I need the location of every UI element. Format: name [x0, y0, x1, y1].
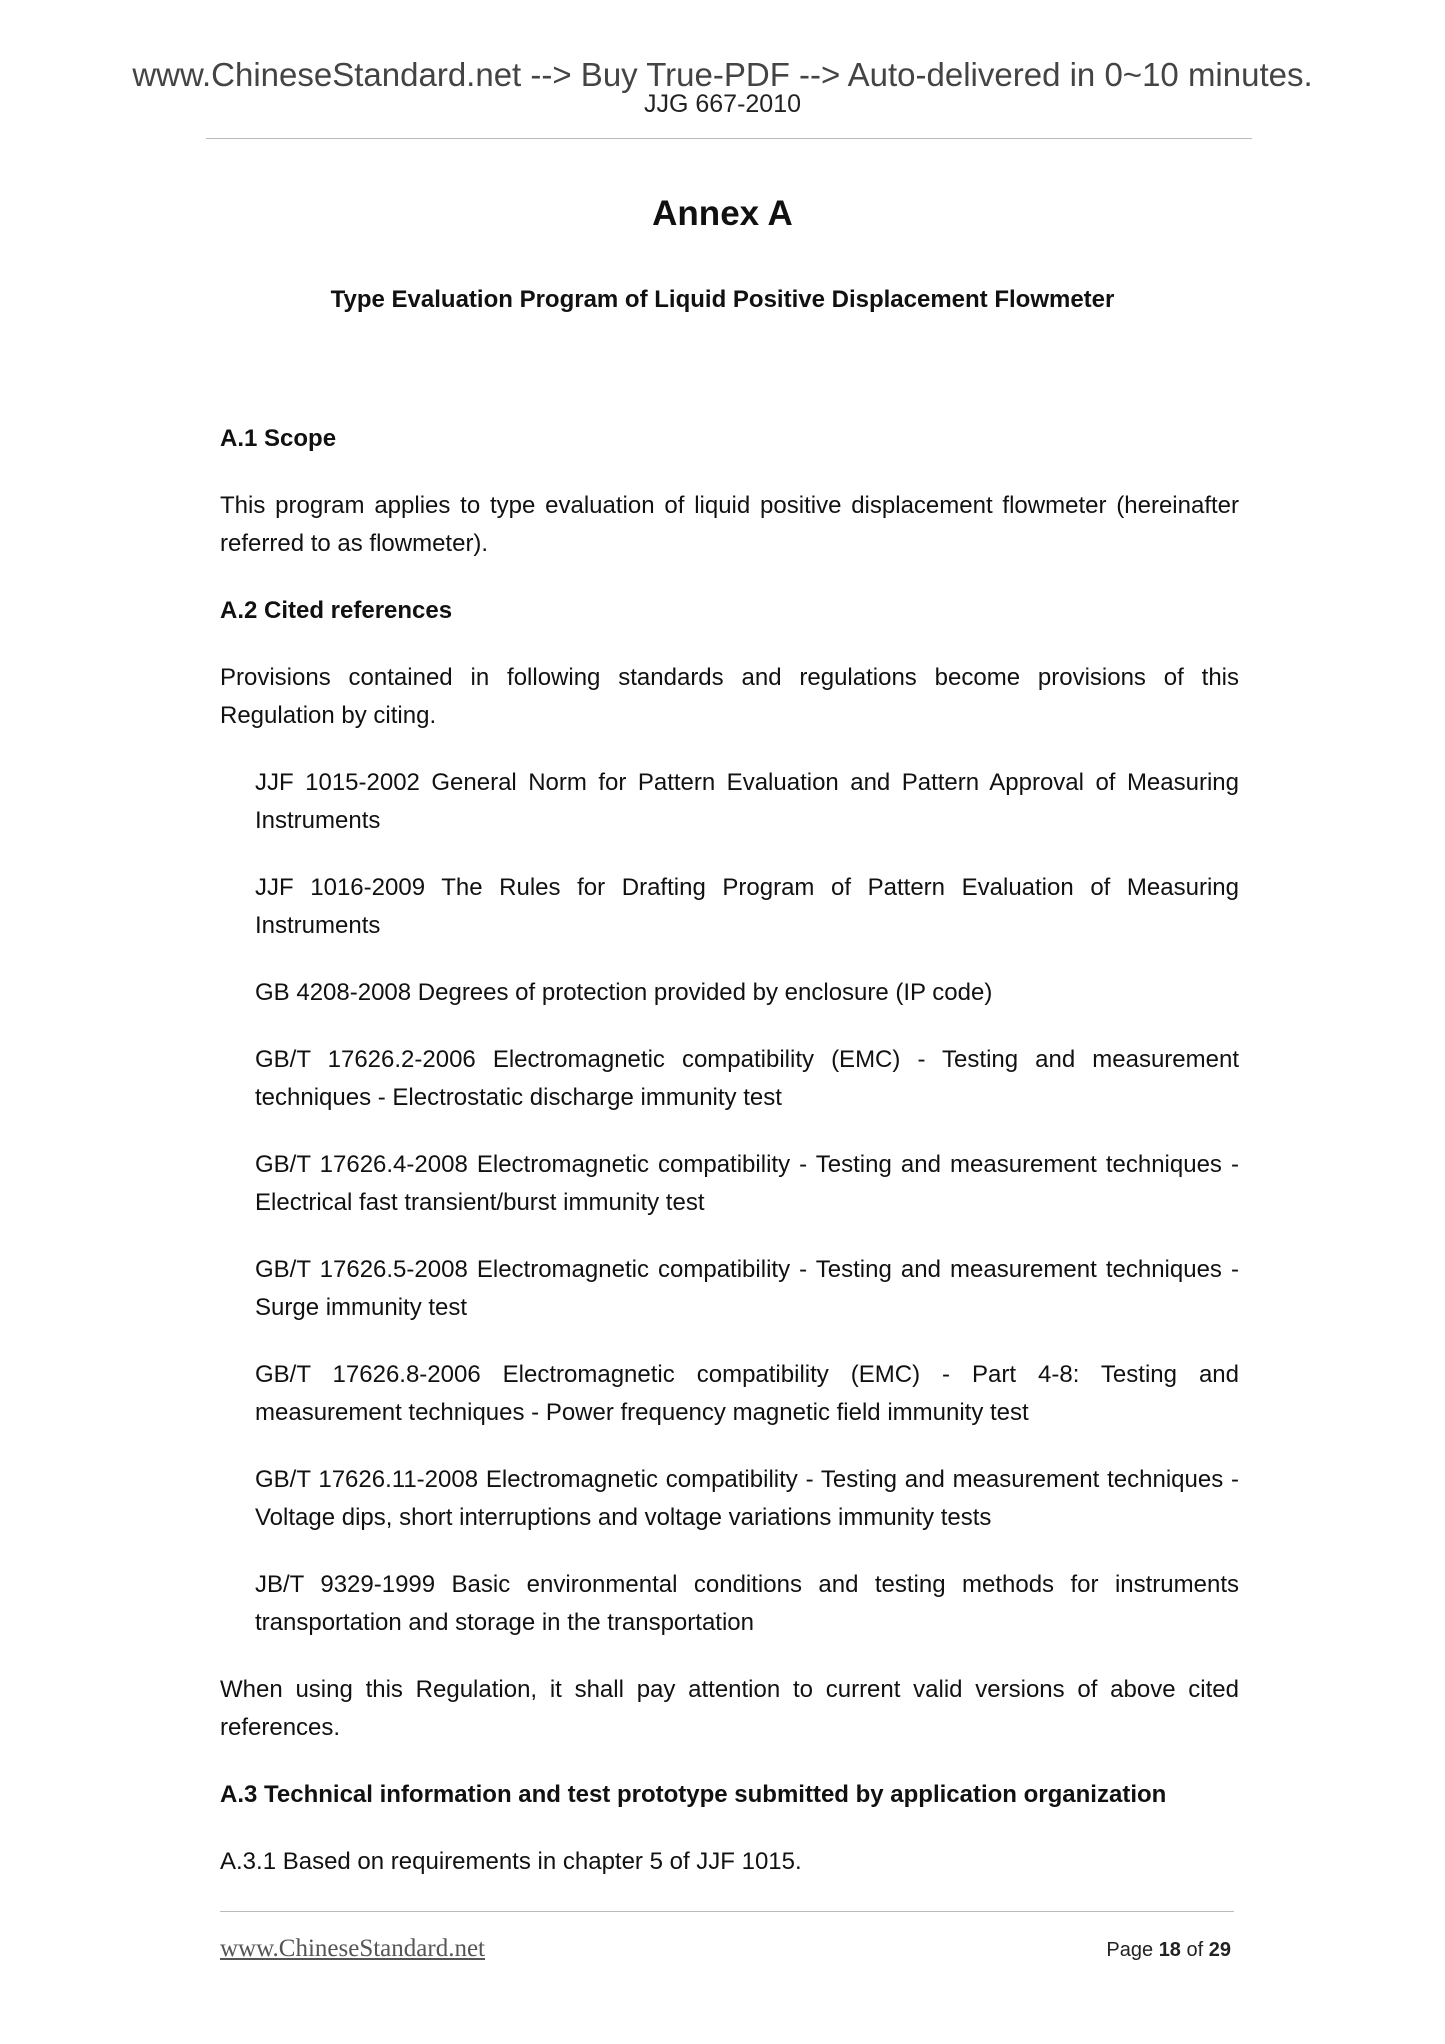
- page-number: [1106, 1940, 1231, 1960]
- footer-site-link[interactable]: www.ChineseStandard.net: [220, 1935, 485, 1962]
- section-heading-a1: A.1 Scope: [220, 425, 337, 452]
- annex-subtitle: Type Evaluation Program of Liquid Positive Displacement Flowmeter: [330, 286, 1115, 313]
- footer-divider: [220, 1911, 1234, 1912]
- reference-item: JJF 1015-2002 General Norm for Pattern Evaluation and Pattern Approval of Measuring Instruments: [255, 769, 1239, 834]
- page-of: of: [1186, 1939, 1204, 1961]
- section-a3-1-text: A.3.1 Based on requirements in chapter 5 of JJF 1015.: [220, 1848, 802, 1875]
- annex-title: Annex A: [652, 194, 793, 233]
- page-current: 18: [1158, 1939, 1181, 1961]
- section-heading-a3: A.3 Technical information and test prototype submitted by application organization: [220, 1781, 1167, 1808]
- reference-item: GB/T 17626.2-2006 Electromagnetic compatibility (EMC) - Testing and measurement techniques - Electrostatic discharge immunity test: [255, 1046, 1239, 1111]
- section-a1-text: This program applies to type evaluation of liquid positive displacement flowmeter (hereinafter referred to as flowmeter).: [220, 492, 1239, 557]
- document-body: [220, 420, 1239, 1910]
- reference-item: JJF 1016-2009 The Rules for Drafting Program of Pattern Evaluation of Measuring Instruments: [255, 874, 1239, 939]
- document-id: JJG 667-2010: [643, 90, 802, 118]
- reference-item: GB 4208-2008 Degrees of protection provided by enclosure (IP code): [255, 979, 993, 1006]
- page-total: 29: [1208, 1939, 1231, 1961]
- page-label: Page: [1106, 1939, 1154, 1961]
- purchase-banner: www.ChineseStandard.net --> Buy True-PDF --> Auto-delivered in 0~10 minutes.: [132, 56, 1313, 93]
- reference-item: JB/T 9329-1999 Basic environmental conditions and testing methods for instruments transportation and storage in the transportation: [255, 1571, 1239, 1636]
- section-heading-a2: A.2 Cited references: [220, 597, 453, 624]
- section-a2-intro: Provisions contained in following standards and regulations become provisions of this Regulation by citing.: [220, 664, 1239, 729]
- reference-list: [220, 764, 1239, 1642]
- section-a2-closing: When using this Regulation, it shall pay attention to current valid versions of above cited references.: [220, 1676, 1239, 1741]
- reference-item: GB/T 17626.4-2008 Electromagnetic compatibility - Testing and measurement techniques - Electrical fast transient/burst immunity test: [255, 1151, 1239, 1216]
- header-divider: [206, 138, 1252, 139]
- reference-item: GB/T 17626.8-2006 Electromagnetic compatibility (EMC) - Part 4-8: Testing and measurement techniques - Power frequency magnetic field immunity test: [255, 1361, 1239, 1426]
- reference-item: GB/T 17626.5-2008 Electromagnetic compatibility - Testing and measurement techniques - Surge immunity test: [255, 1256, 1239, 1321]
- reference-item: GB/T 17626.11-2008 Electromagnetic compatibility - Testing and measurement techniques - Voltage dips, short interruptions and voltage variations immunity tests: [255, 1466, 1239, 1531]
